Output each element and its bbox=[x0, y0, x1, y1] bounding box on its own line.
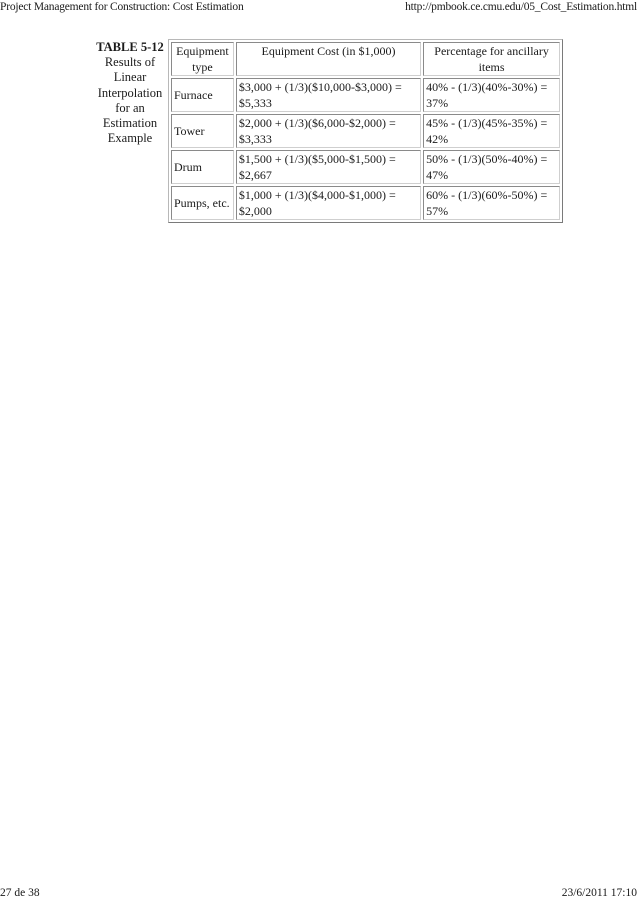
column-header-equipment-cost: Equipment Cost (in $1,000) bbox=[236, 42, 421, 76]
column-header-percentage: Percentage for ancillary items bbox=[423, 42, 560, 76]
page-header-url: http://pmbook.ce.cmu.edu/05_Cost_Estimation.html bbox=[405, 1, 637, 13]
table-header-row bbox=[171, 42, 560, 76]
column-header-equipment-type: Equipment type bbox=[171, 42, 234, 76]
equipment-type-cell: Pumps, etc. bbox=[171, 186, 234, 220]
page-footer-datetime: 23/6/2011 17:10 bbox=[561, 887, 637, 899]
table-caption bbox=[92, 40, 168, 146]
percentage-cell: 40% - (1/3)(40%-30%) = 37% bbox=[423, 78, 560, 112]
equipment-cost-cell: $2,000 + (1/3)($6,000-$2,000) = $3,333 bbox=[236, 114, 421, 148]
equipment-cost-cell: $3,000 + (1/3)($10,000-$3,000) = $5,333 bbox=[236, 78, 421, 112]
equipment-type-cell: Drum bbox=[171, 150, 234, 184]
equipment-cost-cell: $1,500 + (1/3)($5,000-$1,500) = $2,667 bbox=[236, 150, 421, 184]
equipment-cost-cell: $1,000 + (1/3)($4,000-$1,000) = $2,000 bbox=[236, 186, 421, 220]
table-row bbox=[171, 186, 560, 220]
percentage-cell: 60% - (1/3)(60%-50%) = 57% bbox=[423, 186, 560, 220]
table-row bbox=[171, 78, 560, 112]
table-row bbox=[171, 150, 560, 184]
percentage-cell: 45% - (1/3)(45%-35%) = 42% bbox=[423, 114, 560, 148]
table-caption-description: Results of Linear Interpolation for an Estimation Example bbox=[97, 55, 163, 146]
table-caption-title: TABLE 5-12 bbox=[96, 40, 164, 54]
interpolation-results-table bbox=[168, 39, 563, 223]
table-row bbox=[171, 114, 560, 148]
equipment-type-cell: Tower bbox=[171, 114, 234, 148]
page-footer-number: 27 de 38 bbox=[0, 887, 40, 899]
percentage-cell: 50% - (1/3)(50%-40%) = 47% bbox=[423, 150, 560, 184]
equipment-type-cell: Furnace bbox=[171, 78, 234, 112]
page-header-title: Project Management for Construction: Cost Estimation bbox=[0, 1, 244, 13]
